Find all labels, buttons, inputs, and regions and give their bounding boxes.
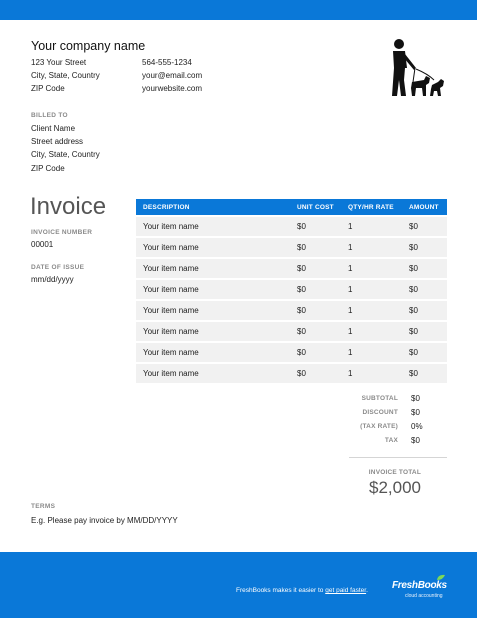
table-row [136, 320, 447, 341]
item-qty: 1 [348, 362, 409, 383]
item-qty: 1 [348, 320, 409, 341]
header-description: DESCRIPTION [136, 199, 297, 215]
discount-label: DISCOUNT [362, 409, 398, 416]
item-unit-cost: $0 [297, 215, 348, 236]
line-items-table [136, 199, 447, 383]
item-qty: 1 [348, 278, 409, 299]
client-street: Street address [31, 137, 84, 146]
terms-text: E.g. Please pay invoice by MM/DD/YYYY [31, 516, 178, 525]
get-paid-faster-link[interactable]: get paid faster [325, 587, 367, 594]
item-unit-cost: $0 [297, 341, 348, 362]
item-description: Your item name [136, 236, 297, 257]
item-description: Your item name [136, 257, 297, 278]
footer-suffix: . [366, 587, 368, 594]
tax-rate-label: (TAX RATE) [360, 423, 398, 430]
item-amount: $0 [409, 320, 447, 341]
table-header-row [136, 199, 447, 215]
invoice-title: Invoice [30, 193, 107, 220]
tax-label: TAX [384, 437, 398, 444]
subtotal-label: SUBTOTAL [361, 395, 398, 402]
header-unit-cost: UNIT COST [297, 199, 348, 215]
invoice-number: 00001 [31, 240, 54, 249]
item-unit-cost: $0 [297, 362, 348, 383]
footer-message [236, 587, 368, 594]
item-description: Your item name [136, 215, 297, 236]
table-row [136, 257, 447, 278]
table-row [136, 362, 447, 383]
date-of-issue-label: DATE OF ISSUE [31, 264, 85, 271]
company-city: City, State, Country [31, 71, 100, 80]
invoice-total-label: INVOICE TOTAL [368, 469, 421, 476]
company-name: Your company name [31, 39, 146, 53]
invoice-number-label: INVOICE NUMBER [31, 229, 93, 236]
item-amount: $0 [409, 362, 447, 383]
item-amount: $0 [409, 299, 447, 320]
billed-to-label: BILLED TO [31, 112, 68, 119]
terms-label: TERMS [31, 503, 56, 510]
freshbooks-logo[interactable]: FreshBooks [392, 580, 447, 591]
top-accent-bar [0, 0, 477, 20]
item-description: Your item name [136, 278, 297, 299]
client-zip: ZIP Code [31, 164, 65, 173]
table-row [136, 341, 447, 362]
item-description: Your item name [136, 299, 297, 320]
client-name: Client Name [31, 124, 76, 133]
subtotal-value: $0 [411, 394, 420, 403]
item-description: Your item name [136, 320, 297, 341]
item-qty: 1 [348, 257, 409, 278]
item-qty: 1 [348, 299, 409, 320]
footer-text: FreshBooks makes it easier to [236, 587, 326, 594]
item-amount: $0 [409, 341, 447, 362]
table-row [136, 236, 447, 257]
item-qty: 1 [348, 215, 409, 236]
total-divider [349, 457, 447, 458]
item-unit-cost: $0 [297, 236, 348, 257]
table-row [136, 278, 447, 299]
discount-value: $0 [411, 408, 420, 417]
table-row [136, 299, 447, 320]
tax-value: $0 [411, 436, 420, 445]
tax-rate-value: 0% [411, 422, 423, 431]
item-unit-cost: $0 [297, 299, 348, 320]
item-qty: 1 [348, 236, 409, 257]
item-unit-cost: $0 [297, 320, 348, 341]
item-amount: $0 [409, 215, 447, 236]
item-unit-cost: $0 [297, 278, 348, 299]
freshbooks-tagline: cloud accounting [405, 593, 443, 599]
header-qty-rate: QTY/HR RATE [348, 199, 409, 215]
item-description: Your item name [136, 362, 297, 383]
company-phone: 564-555-1234 [142, 58, 192, 67]
item-amount: $0 [409, 236, 447, 257]
table-row [136, 215, 447, 236]
item-qty: 1 [348, 341, 409, 362]
item-unit-cost: $0 [297, 257, 348, 278]
date-of-issue: mm/dd/yyyy [31, 275, 74, 284]
client-city: City, State, Country [31, 150, 100, 159]
item-amount: $0 [409, 257, 447, 278]
company-street: 123 Your Street [31, 58, 87, 67]
company-website: yourwebsite.com [142, 84, 203, 93]
company-zip: ZIP Code [31, 84, 65, 93]
company-email: your@email.com [142, 71, 203, 80]
header-amount: AMOUNT [409, 199, 447, 215]
person-walking-dogs-icon [388, 38, 448, 98]
item-description: Your item name [136, 341, 297, 362]
item-amount: $0 [409, 278, 447, 299]
invoice-total-value: $2,000 [369, 478, 421, 497]
